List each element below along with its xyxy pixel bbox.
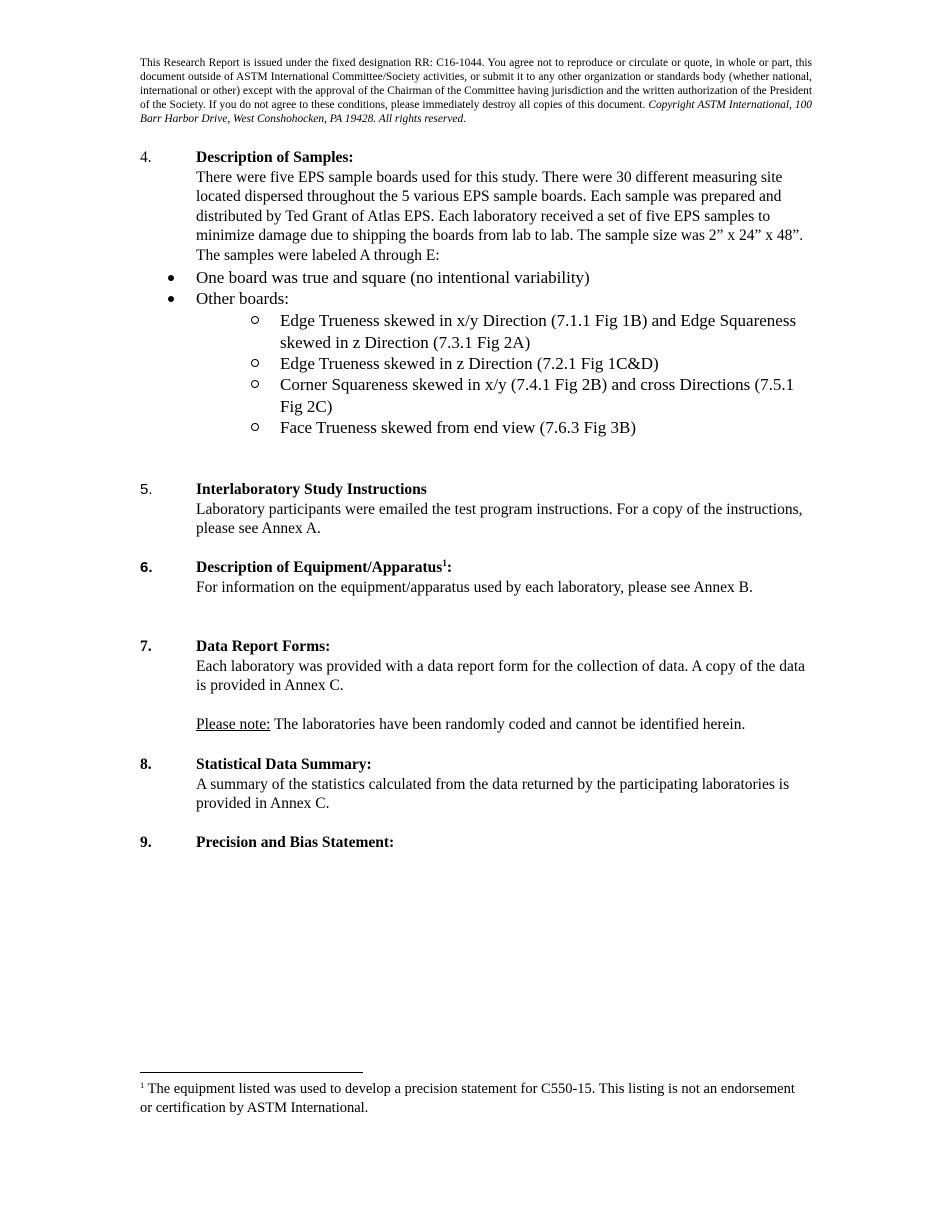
footnote-divider [140, 1072, 363, 1073]
bullet-icon [168, 296, 174, 302]
header-notice [140, 56, 812, 126]
note-text: The laboratories have been randomly coded and cannot be identified herein. [270, 716, 746, 733]
list-item [0, 267, 950, 289]
sub-list-item-text: Corner Squareness skewed in x/y (7.4.1 Fig 2B) and cross Directions (7.5.1 Fig 2C) [280, 375, 795, 416]
sub-list-item-text: Edge Trueness skewed in x/y Direction (7.1.1 Fig 1B) and Edge Squareness skewed in z Direction (7.3.1 Fig 2A) [280, 311, 797, 352]
section-title: Statistical Data Summary: [196, 756, 372, 773]
section-paragraph: A summary of the statistics calculated from the data returned by the participating laboratories is provided in Annex C. [196, 775, 790, 812]
footnote-reference[interactable]: 1 [442, 558, 447, 568]
section-number: 7. [140, 638, 152, 655]
footnote-text: The equipment listed was used to develop a precision statement for C550-15. This listing is not an endorsement or certification by ASTM International. [140, 1081, 795, 1116]
hollow-bullet-icon [251, 423, 259, 431]
copyright-text: Copyright ASTM International, 100 Barr Harbor Drive, West Conshohocken, PA 19428. All rights reserved [140, 99, 812, 125]
section-number: 4. [140, 149, 152, 166]
section-title-suffix: : [446, 559, 452, 576]
list-item-text: One board was true and square (no intentional variability) [196, 268, 590, 287]
notice-text: This Research Report is issued under the fixed designation RR: C16-1044. You agree not to reproduce or circulate or quote, in whole or part, this document outside of ASTM International Committee/Society activities, or submit it to any other organization or standards body (whether national, international or other) except with the approval of the Chairman of the Committee having jurisdiction and the written authorization of the President of the Society. If you do not agree to these conditions, please immediately destroy all copies of this document. [140, 57, 812, 111]
section-paragraph: For information on the equipment/apparatus used by each laboratory, please see Annex B. [196, 578, 753, 596]
section-title [196, 558, 816, 578]
sub-list-item-text: Edge Trueness skewed in z Direction (7.2.1 Fig 1C&D) [280, 354, 659, 373]
section-paragraph: There were five EPS sample boards used for this study. There were 30 different measuring site located dispersed throughout the 5 various EPS sample boards. Each sample was prepared and distributed by Ted Grant of Atlas EPS. Each laboratory received a set of five EPS samples to minimize damage due to shipping the boards from lab to lab. The sample size was 2” x 24” x 48”. The samples were labeled A through E: [196, 168, 804, 264]
section-number: 5. [140, 481, 153, 498]
section-body [196, 833, 816, 853]
section-paragraph: Each laboratory was provided with a data report form for the collection of data. A copy of the data is provided in Annex C. [196, 657, 806, 694]
section-number: 6. [140, 559, 153, 576]
section-title: Description of Samples: [196, 149, 354, 166]
bullet-icon [168, 275, 174, 281]
section-title-text: Description of Equipment/Apparatus [196, 559, 443, 576]
section-title: Interlaboratory Study Instructions [196, 481, 427, 498]
section-paragraph: Laboratory participants were emailed the test program instructions. For a copy of the instructions, please see Annex A. [196, 500, 803, 537]
section-body [196, 558, 816, 597]
section-body [196, 148, 816, 265]
footnote [140, 1080, 800, 1118]
sub-list-item-text: Face Trueness skewed from end view (7.6.3 Fig 3B) [280, 418, 637, 437]
hollow-bullet-icon [251, 316, 259, 324]
copyright-period: . [463, 113, 466, 125]
list-item-text: Other boards: [196, 289, 290, 308]
section-number: 8. [140, 756, 152, 773]
section-body [196, 480, 816, 539]
footnote-marker: 1 [140, 1080, 145, 1090]
hollow-bullet-icon [251, 380, 259, 388]
section-title: Precision and Bias Statement: [196, 834, 395, 851]
section-number: 9. [140, 834, 152, 851]
note-label: Please note: [196, 716, 271, 733]
note-paragraph [196, 715, 816, 735]
section-body [196, 637, 816, 735]
hollow-bullet-icon [251, 359, 259, 367]
section-title: Data Report Forms: [196, 638, 331, 655]
section-body [196, 755, 816, 814]
list-item [0, 288, 950, 310]
